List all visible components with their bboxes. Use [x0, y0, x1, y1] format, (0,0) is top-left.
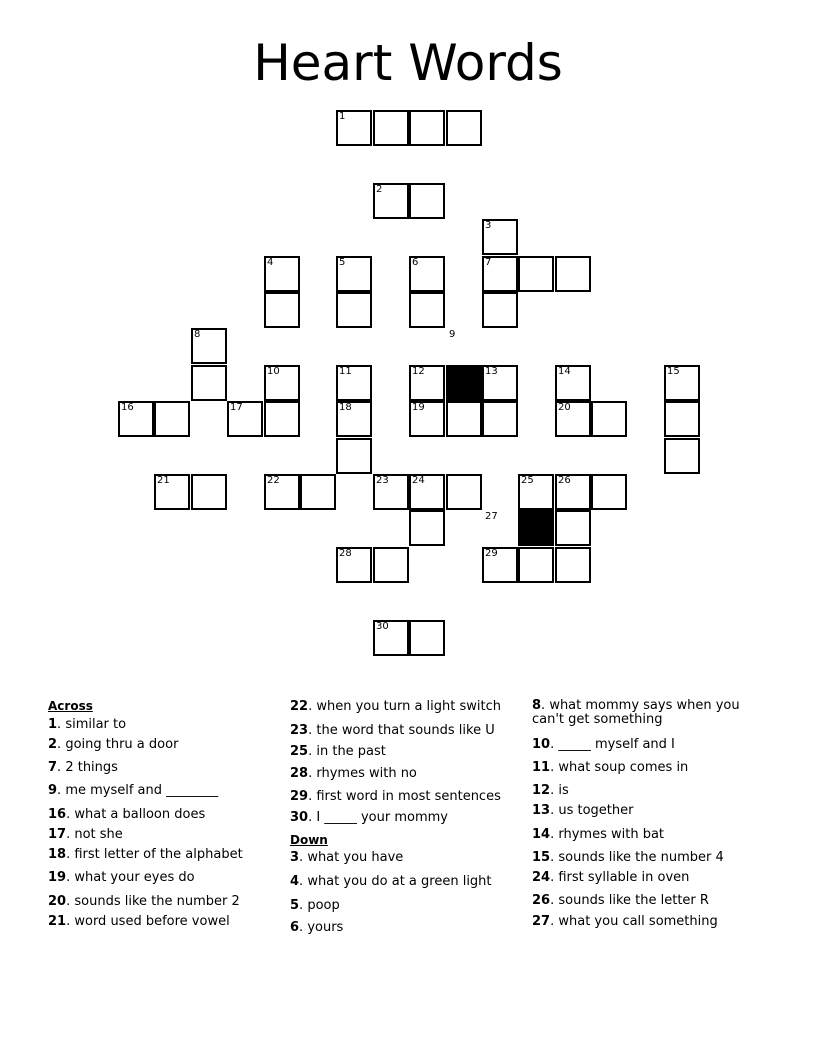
grid-cell[interactable] — [336, 401, 372, 437]
clue-item-number: 3 — [290, 850, 300, 865]
clue-number: 5 — [339, 257, 346, 268]
grid-cell[interactable] — [409, 292, 445, 328]
grid-cell[interactable] — [336, 547, 372, 583]
clue-column-3 — [532, 699, 782, 930]
clue-item-number: 23 — [290, 723, 309, 738]
clue-item-text: rhymes with bat — [558, 827, 665, 842]
grid-cell[interactable] — [446, 110, 482, 146]
clue-item-text: is — [558, 783, 569, 798]
clue-item: 13. us together — [532, 803, 634, 818]
clue-item-number: 24 — [532, 870, 551, 885]
clue-item: 21. word used before vowel — [48, 914, 230, 929]
clue-item: 1. similar to — [48, 717, 127, 732]
grid-cell[interactable] — [409, 256, 445, 292]
grid-cell[interactable] — [555, 365, 591, 401]
clue-item-text: what you do at a green light — [307, 874, 492, 889]
clue-item-number: 13 — [532, 803, 551, 818]
grid-cell[interactable] — [482, 547, 518, 583]
clue-item-text: sounds like the number 4 — [558, 850, 724, 865]
clue-item: 19. what your eyes do — [48, 870, 195, 885]
clue-item-number: 19 — [48, 870, 67, 885]
grid-cell[interactable] — [409, 620, 445, 656]
clue-number: 23 — [376, 475, 389, 486]
clue-item-text: yours — [307, 920, 344, 935]
clue-heading: Down — [290, 833, 328, 847]
clue-item-number: 11 — [532, 760, 551, 775]
grid-cell[interactable] — [555, 547, 591, 583]
clue-item: 26. sounds like the letter R — [532, 893, 709, 908]
clue-item-text: 2 things — [65, 760, 118, 775]
clue-item-number: 30 — [290, 810, 309, 825]
clue-item-text: poop — [307, 898, 340, 913]
clue-item: 17. not she — [48, 827, 123, 842]
clue-number: 9 — [449, 329, 456, 340]
grid-cell[interactable] — [409, 401, 445, 437]
clue-item-number: 8 — [532, 698, 542, 713]
clue-item-text: _____ myself and I — [558, 737, 675, 752]
grid-cell[interactable] — [664, 438, 700, 474]
clue-number: 3 — [485, 220, 492, 231]
clue-item: 12. is — [532, 783, 569, 798]
grid-cell[interactable] — [518, 547, 554, 583]
clue-item-number: 15 — [532, 850, 551, 865]
grid-cell[interactable] — [409, 510, 445, 546]
clue-item-number: 21 — [48, 914, 67, 929]
clue-item-text: not she — [74, 827, 123, 842]
grid-cell[interactable] — [336, 292, 372, 328]
clue-number: 30 — [376, 621, 389, 632]
grid-cell[interactable] — [555, 256, 591, 292]
clue-number: 28 — [339, 548, 352, 559]
clue-item-text: word used before vowel — [74, 914, 230, 929]
grid-cell[interactable] — [409, 474, 445, 510]
clue-item-text: sounds like the letter R — [558, 893, 709, 908]
clue-item-text: me myself and ________ — [65, 783, 219, 798]
clue-item: 24. first syllable in oven — [532, 870, 690, 885]
grid-cell[interactable] — [446, 474, 482, 510]
clue-item-text: first word in most sentences — [316, 789, 501, 804]
clue-column-1 — [48, 699, 298, 930]
page-title: Heart Words — [253, 34, 563, 92]
clue-item: 10. _____ myself and I — [532, 737, 675, 752]
clue-item-number: 17 — [48, 827, 67, 842]
clue-number: 13 — [485, 366, 498, 377]
clue-number: 8 — [194, 329, 201, 340]
grid-cell[interactable] — [482, 219, 518, 255]
clue-item-number: 18 — [48, 847, 67, 862]
clue-item-text: what you have — [307, 850, 404, 865]
clue-number: 1 — [339, 111, 346, 122]
clue-item: 23. the word that sounds like U — [290, 723, 495, 738]
clue-number: 4 — [267, 257, 274, 268]
clue-number: 11 — [339, 366, 352, 377]
grid-cell[interactable] — [118, 401, 154, 437]
clue-item-text: I _____ your mommy — [316, 810, 448, 825]
clue-item: 15. sounds like the number 4 — [532, 850, 724, 865]
clue-item-number: 25 — [290, 744, 309, 759]
grid-cell[interactable] — [191, 328, 227, 364]
clue-item-text: what mommy says when you — [549, 698, 740, 713]
grid-cell[interactable] — [264, 292, 300, 328]
clue-item-text: rhymes with no — [316, 766, 417, 781]
clue-item: 3. what you have — [290, 850, 404, 865]
clue-item-number: 6 — [290, 920, 300, 935]
clue-number: 26 — [558, 475, 571, 486]
clue-item: 28. rhymes with no — [290, 766, 417, 781]
grid-cell[interactable] — [482, 256, 518, 292]
clue-item-text: in the past — [316, 744, 386, 759]
clue-item-number: 14 — [532, 827, 551, 842]
clue-number: 12 — [412, 366, 425, 377]
grid-cell[interactable] — [555, 401, 591, 437]
grid-cell[interactable] — [482, 365, 518, 401]
clue-item-number: 10 — [532, 737, 551, 752]
clue-number: 21 — [157, 475, 170, 486]
clue-item-text: when you turn a light switch — [316, 699, 501, 714]
grid-cell[interactable] — [591, 474, 627, 510]
grid-cell[interactable] — [555, 510, 591, 546]
clue-number: 18 — [339, 402, 352, 413]
grid-cell[interactable] — [154, 401, 190, 437]
clue-item-text: similar to — [65, 717, 127, 732]
clue-item-text: what your eyes do — [74, 870, 195, 885]
black-square — [518, 510, 554, 546]
grid-cell[interactable] — [264, 365, 300, 401]
grid-cell[interactable] — [446, 401, 482, 437]
clue-item-number: 9 — [48, 783, 58, 798]
clue-item-text: going thru a door — [65, 737, 179, 752]
grid-cell[interactable] — [664, 401, 700, 437]
clue-item-text: what soup comes in — [558, 760, 689, 775]
clue-item: 7. 2 things — [48, 760, 118, 775]
clue-item: 2. going thru a door — [48, 737, 179, 752]
clue-item: 29. first word in most sentences — [290, 789, 501, 804]
clue-item-text: what you call something — [558, 914, 718, 929]
clue-item-text: sounds like the number 2 — [74, 894, 240, 909]
grid-cell[interactable] — [373, 183, 409, 219]
grid-cell[interactable] — [482, 401, 518, 437]
grid-cell[interactable] — [555, 474, 591, 510]
grid-cell[interactable] — [264, 401, 300, 437]
grid-cell[interactable] — [336, 256, 372, 292]
clue-item-number: 12 — [532, 783, 551, 798]
clue-number: 25 — [521, 475, 534, 486]
clue-number: 17 — [230, 402, 243, 413]
grid-cell[interactable] — [264, 474, 300, 510]
grid-cell[interactable] — [591, 401, 627, 437]
clue-number: 27 — [485, 511, 498, 522]
clue-number: 2 — [376, 184, 383, 195]
clue-column-2 — [290, 699, 540, 936]
clue-item: 4. what you do at a green light — [290, 874, 492, 889]
grid-cell[interactable] — [518, 256, 554, 292]
grid-cell[interactable] — [264, 256, 300, 292]
clue-item: 18. first letter of the alphabet — [48, 847, 243, 862]
clue-item: 5. poop — [290, 898, 340, 913]
clue-item-number: 27 — [532, 914, 551, 929]
grid-cell[interactable] — [300, 474, 336, 510]
clue-item: 20. sounds like the number 2 — [48, 894, 240, 909]
grid-cell[interactable] — [409, 110, 445, 146]
grid-cell[interactable] — [409, 365, 445, 401]
clue-item-number: 22 — [290, 699, 309, 714]
clue-item: 8. what mommy says when you can't get something — [532, 698, 740, 727]
clue-number: 14 — [558, 366, 571, 377]
grid-cell[interactable] — [336, 110, 372, 146]
clue-item-number: 20 — [48, 894, 67, 909]
clue-item-number: 2 — [48, 737, 58, 752]
clue-number: 16 — [121, 402, 134, 413]
clue-item-text: first letter of the alphabet — [74, 847, 243, 862]
grid-cell[interactable] — [373, 110, 409, 146]
grid-cell[interactable] — [518, 474, 554, 510]
grid-cell[interactable] — [191, 365, 227, 401]
clue-item-number: 1 — [48, 717, 58, 732]
black-square — [446, 365, 482, 401]
clue-item-number: 29 — [290, 789, 309, 804]
clue-item-text: first syllable in oven — [558, 870, 690, 885]
clue-number: 29 — [485, 548, 498, 559]
clue-number: 19 — [412, 402, 425, 413]
clue-item: 22. when you turn a light switch — [290, 699, 501, 714]
clue-item: 27. what you call something — [532, 914, 718, 929]
clue-number: 22 — [267, 475, 280, 486]
clue-heading: Across — [48, 699, 93, 713]
clue-item-text: what a balloon does — [74, 807, 206, 822]
clue-item-text-continued: can't get something — [532, 712, 663, 727]
clue-number: 15 — [667, 366, 680, 377]
clue-item-number: 5 — [290, 898, 300, 913]
grid-cell[interactable] — [373, 474, 409, 510]
grid-cell[interactable] — [482, 292, 518, 328]
grid-cell[interactable] — [191, 474, 227, 510]
clue-item-number: 4 — [290, 874, 300, 889]
clue-item-number: 28 — [290, 766, 309, 781]
grid-cell[interactable] — [373, 620, 409, 656]
grid-cell[interactable] — [336, 438, 372, 474]
grid-cell[interactable] — [373, 547, 409, 583]
grid-cell[interactable] — [409, 183, 445, 219]
clue-item: 30. I _____ your mommy — [290, 810, 448, 825]
clue-item: 14. rhymes with bat — [532, 827, 665, 842]
clue-number: 7 — [485, 257, 492, 268]
clue-item: 25. in the past — [290, 744, 386, 759]
clue-number: 20 — [558, 402, 571, 413]
clue-item: 16. what a balloon does — [48, 807, 206, 822]
clue-item-number: 26 — [532, 893, 551, 908]
clue-item: 11. what soup comes in — [532, 760, 689, 775]
clue-number: 24 — [412, 475, 425, 486]
grid-cell[interactable] — [664, 365, 700, 401]
clue-item: 6. yours — [290, 920, 344, 935]
clue-item-text: the word that sounds like U — [316, 723, 495, 738]
grid-cell[interactable] — [154, 474, 190, 510]
clue-item: 9. me myself and ________ — [48, 783, 219, 798]
grid-cell[interactable] — [336, 365, 372, 401]
clue-item-text: us together — [558, 803, 634, 818]
clue-number: 10 — [267, 366, 280, 377]
clue-item-number: 16 — [48, 807, 67, 822]
grid-cell[interactable] — [227, 401, 263, 437]
clue-item-number: 7 — [48, 760, 58, 775]
clue-number: 6 — [412, 257, 419, 268]
